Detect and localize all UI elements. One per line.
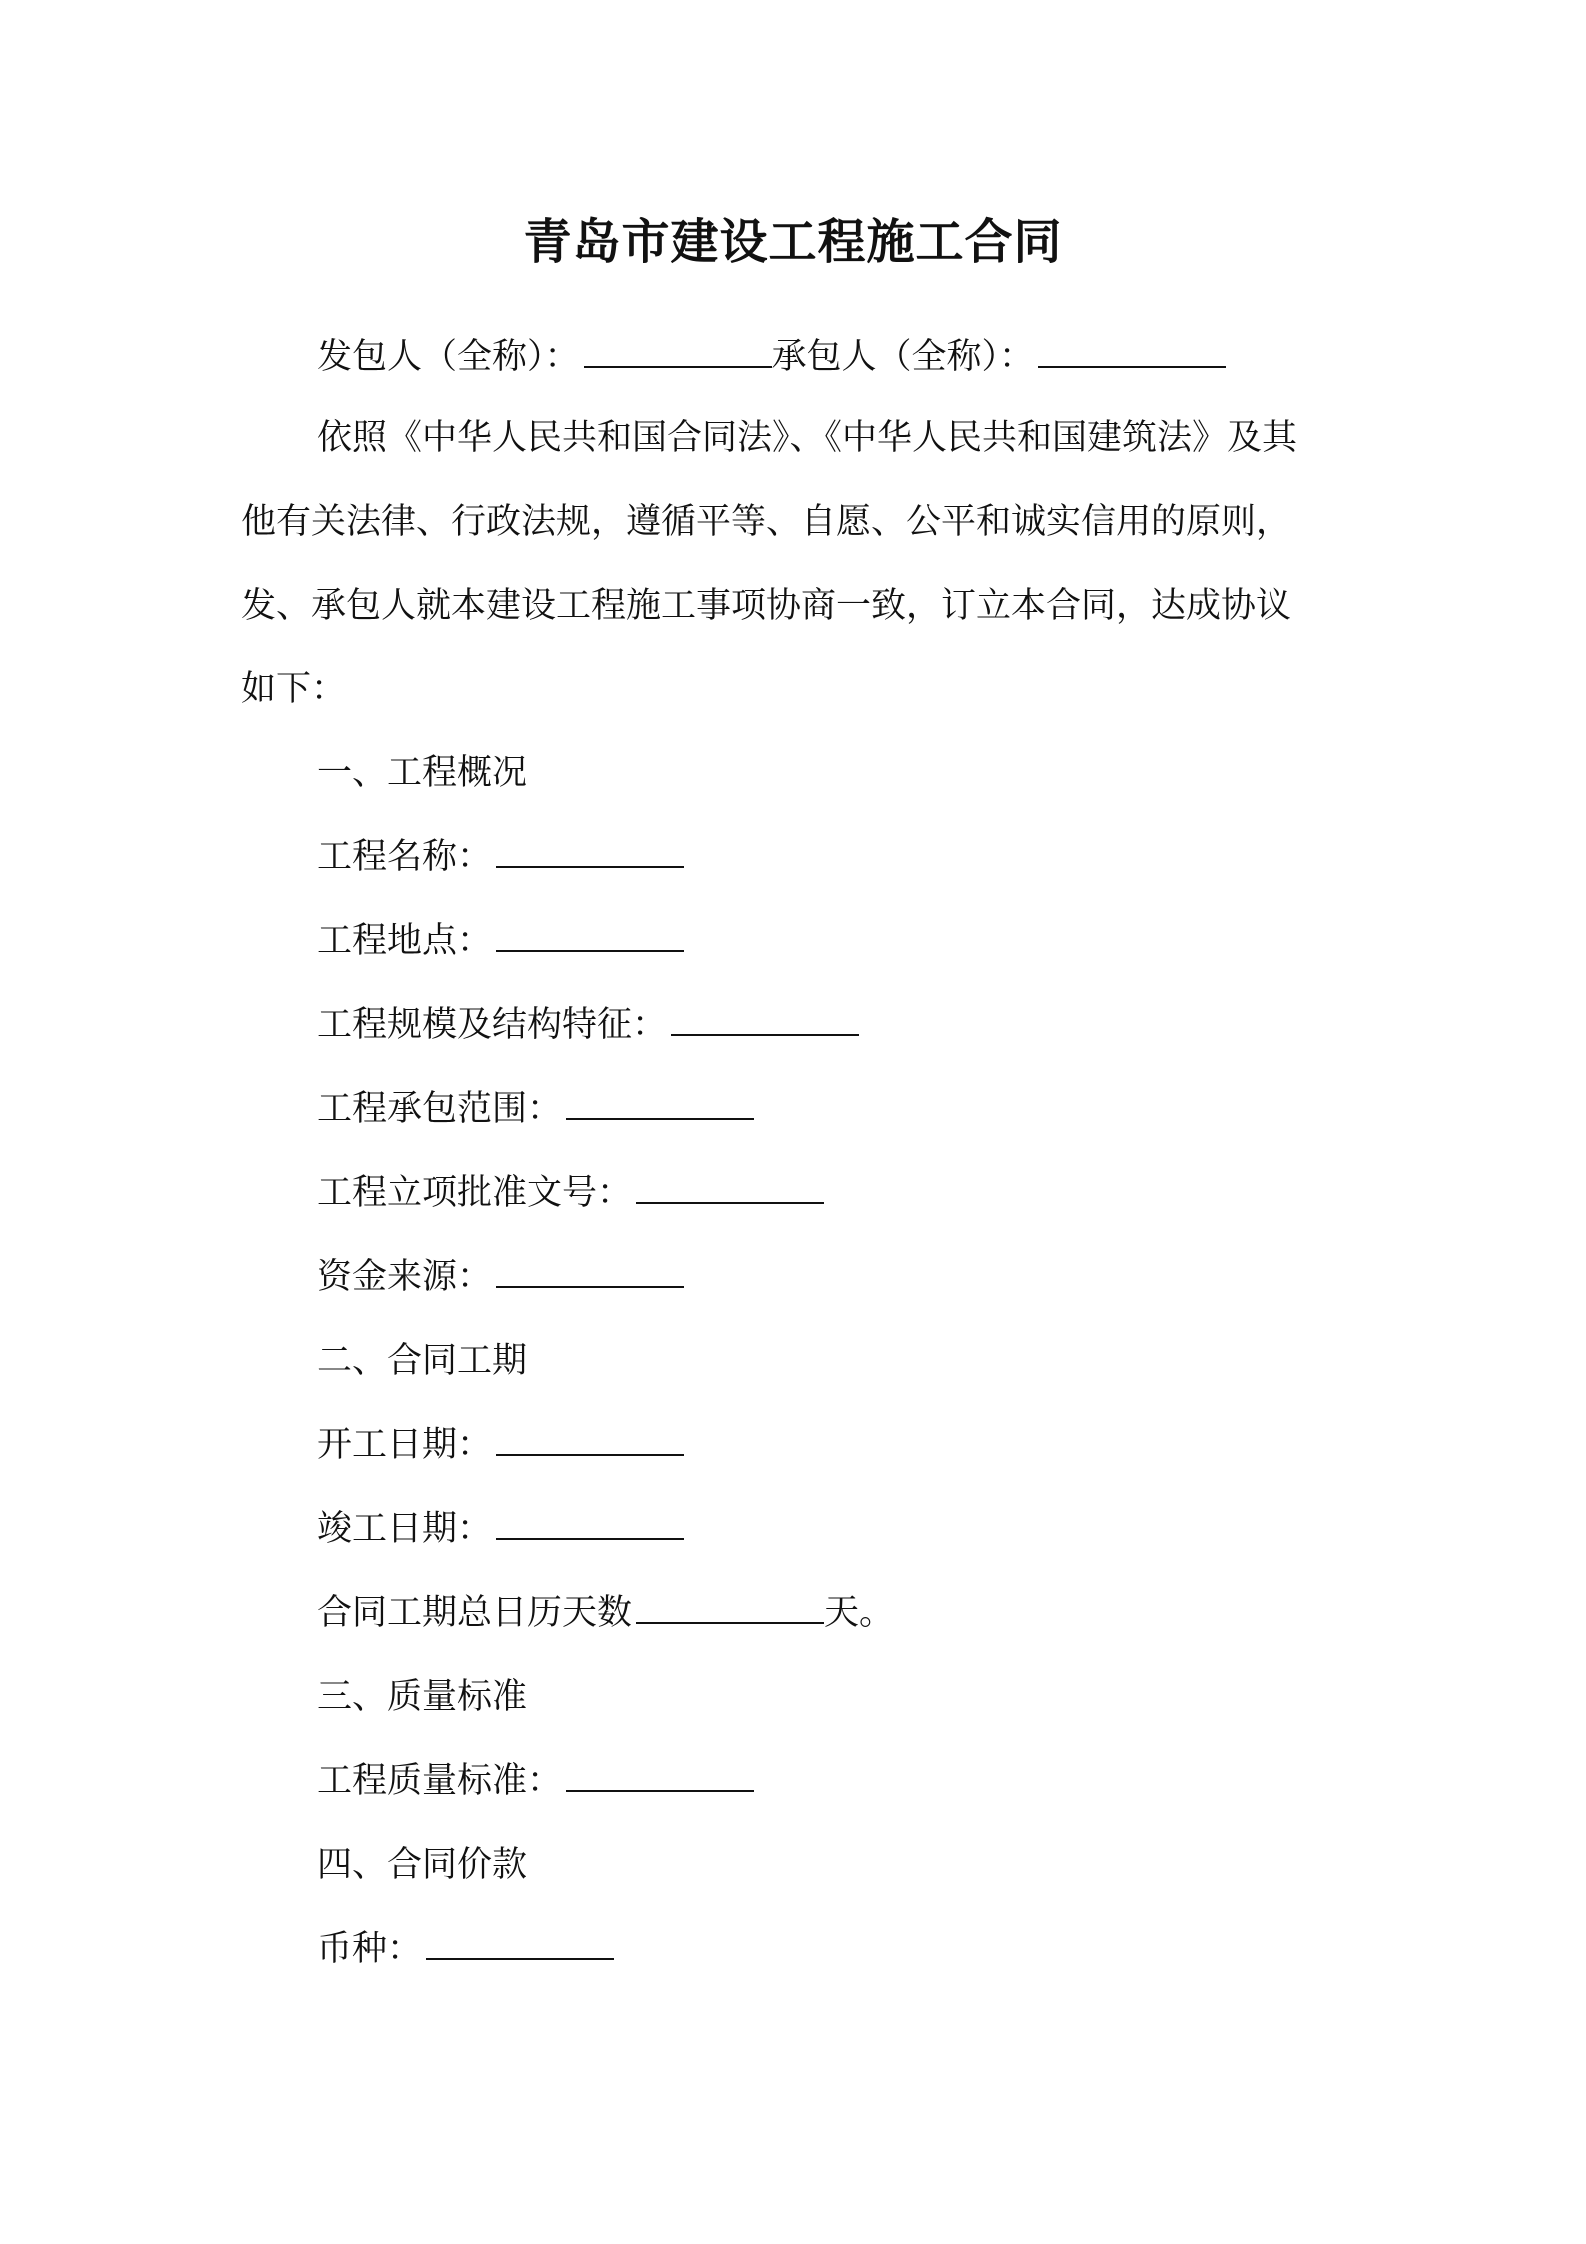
funding-source-label: 资金来源： [317,1257,493,1297]
project-approval-blank[interactable] [636,1172,824,1204]
quality-standard-label: 工程质量标准： [317,1761,563,1801]
project-approval-field [317,1170,824,1216]
preamble-line-1: 依照《中华人民共和国合同法》、《中华人民共和国建筑法》及其 [317,418,1298,458]
project-scope-blank[interactable] [566,1088,754,1120]
employer-label: 发包人（全称）： [317,337,580,377]
currency-field [317,1926,614,1972]
total-days-field [317,1590,894,1636]
document-title: 青岛市建设工程施工合同 [523,214,1063,270]
section-1-heading: 一、工程概况 [317,753,528,793]
project-location-label: 工程地点： [317,921,493,961]
funding-source-field [317,1254,684,1300]
project-approval-label: 工程立项批准文号： [317,1173,633,1213]
currency-blank[interactable] [426,1928,614,1960]
project-scale-field [317,1002,859,1048]
completion-date-blank[interactable] [496,1508,684,1540]
project-location-blank[interactable] [496,920,684,952]
contractor-blank[interactable] [1038,336,1226,368]
employer-blank[interactable] [584,336,772,368]
project-scale-blank[interactable] [671,1004,859,1036]
section-4-heading: 四、合同价款 [317,1845,528,1885]
preamble-line-3: 发、承包人就本建设工程施工事项协商一致，订立本合同，达成协议 [241,586,1292,626]
project-scale-label: 工程规模及结构特征： [317,1005,668,1045]
project-location-field [317,918,684,964]
section-2-heading: 二、合同工期 [317,1341,528,1381]
parties-line [317,334,1226,380]
preamble-line-4: 如下： [241,669,347,709]
project-name-label: 工程名称： [317,837,493,877]
start-date-label: 开工日期： [317,1425,493,1465]
preamble-line-2: 他有关法律、行政法规，遵循平等、自愿、公平和诚实信用的原则， [241,502,1292,542]
completion-date-field [317,1506,684,1552]
project-scope-field [317,1086,754,1132]
quality-standard-blank[interactable] [566,1760,754,1792]
start-date-field [317,1422,684,1468]
start-date-blank[interactable] [496,1424,684,1456]
total-days-suffix: 天。 [824,1593,895,1633]
currency-label: 币种： [317,1929,423,1969]
total-days-prefix: 合同工期总日历天数 [317,1593,633,1633]
section-3-heading: 三、质量标准 [317,1677,528,1717]
project-name-field [317,834,684,880]
funding-source-blank[interactable] [496,1256,684,1288]
completion-date-label: 竣工日期： [317,1509,493,1549]
total-days-blank[interactable] [636,1592,824,1624]
contractor-label: 承包人（全称）： [771,337,1035,377]
quality-standard-field [317,1758,754,1804]
project-name-blank[interactable] [496,836,684,868]
project-scope-label: 工程承包范围： [317,1089,563,1129]
